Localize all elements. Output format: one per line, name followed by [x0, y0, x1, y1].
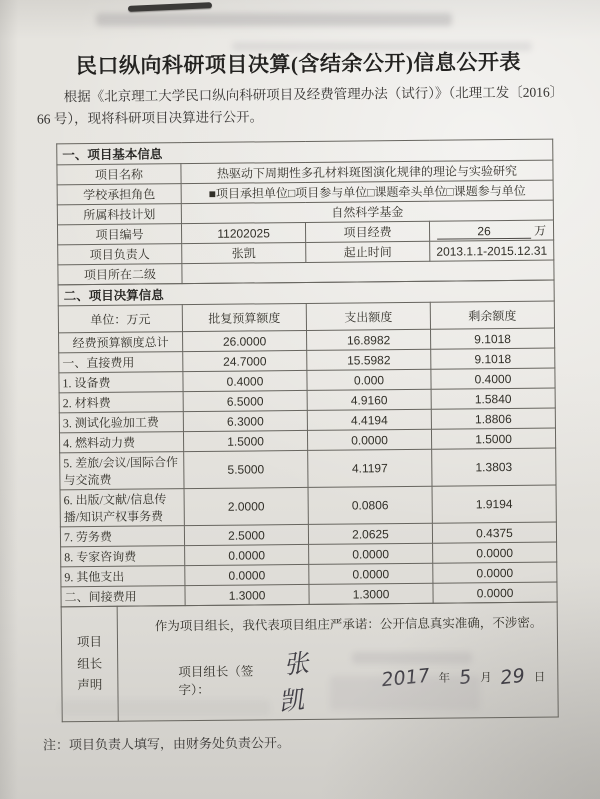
budget-approved-cell: 26.0000	[183, 331, 307, 352]
role-label: 学校承担角色	[57, 184, 181, 205]
date-month-unit: 月	[480, 672, 492, 685]
handwritten-date	[381, 666, 547, 690]
budget-remaining-cell: 9.1018	[431, 348, 555, 369]
date-year: 2017	[380, 664, 431, 692]
budget-row-label: 2. 材料费	[59, 392, 183, 413]
budget-spent-cell: 0.0806	[308, 486, 432, 524]
period-value: 2013.1.1-2015.12.31	[430, 240, 554, 261]
funds-label: 项目经费	[305, 221, 429, 242]
budget-approved-cell: 0.0000	[185, 565, 309, 586]
budget-remaining-cell: 1.5000	[431, 428, 555, 449]
date-year-unit: 年	[438, 672, 451, 685]
handwritten-signature: 张凯	[278, 647, 317, 717]
budget-row-label: 3. 测试化验加工费	[59, 412, 183, 433]
budget-row-label: 7. 劳务费	[60, 526, 184, 547]
budget-row-label: 9. 其他支出	[61, 566, 185, 587]
project-name-value: 热驱动下周期性多孔材料斑图演化规律的理论与实验研究	[181, 160, 553, 184]
budget-remaining-cell: 1.8806	[431, 408, 555, 429]
budget-row-label: 1. 设备费	[59, 372, 183, 393]
basic-info-table	[56, 139, 554, 286]
table-row	[60, 448, 556, 490]
column-header-spent: 支出额度	[306, 302, 430, 330]
budget-spent-cell: 15.5982	[307, 349, 431, 370]
intro-paragraph: 根据《北京理工大学民口纵向科研项目及经费管理办法（试行）》（北理工发〔2016〕66 号），现将科研项目决算进行公开。	[36, 84, 557, 127]
declaration-statement: 作为项目组长，我代表项目组庄严承诺：公开信息真实准确，不涉密。	[154, 615, 543, 634]
date-month: 5	[458, 665, 472, 690]
budget-spent-cell: 0.0000	[307, 429, 431, 450]
budget-row-label: 8. 专家咨询费	[61, 546, 185, 567]
budget-remaining-cell: 0.0000	[433, 562, 557, 583]
budget-row-label: 一、直接费用	[59, 352, 183, 373]
budget-row-label: 二、间接费用	[61, 586, 185, 607]
budget-row-label: 6. 出版/文献/信息传播/知识产权事务费	[60, 489, 184, 527]
budget-spent-cell: 4.1197	[308, 449, 432, 487]
declaration-label-line: 声明	[77, 677, 103, 692]
leader-value: 张凯	[182, 243, 306, 264]
budget-approved-cell: 5.5000	[184, 451, 308, 489]
section2-title: 二、项目决算信息	[58, 280, 554, 306]
budget-remaining-cell: 1.3803	[432, 448, 556, 486]
column-header-unit: 单位：万元	[58, 305, 182, 333]
budget-spent-cell: 4.4194	[307, 409, 431, 430]
budget-row-label: 4. 燃料动力费	[59, 432, 183, 453]
date-day: 29	[499, 664, 526, 690]
declaration-label-line: 组长	[77, 656, 103, 671]
project-number-value: 11202025	[181, 223, 305, 244]
budget-row-label: 经费预算额度总计	[59, 332, 183, 353]
budget-remaining-cell: 9.1018	[431, 328, 555, 349]
date-day-unit: 日	[533, 671, 546, 684]
budget-remaining-cell: 0.0000	[433, 542, 557, 563]
signature-line	[130, 641, 548, 717]
budget-approved-cell: 1.5000	[183, 431, 307, 452]
declaration-label-line: 项目	[76, 635, 103, 650]
budget-remaining-cell: 0.4375	[432, 522, 556, 543]
budget-table	[58, 280, 558, 608]
period-label: 起止时间	[306, 241, 430, 262]
declaration-table	[61, 602, 559, 723]
project-number-label: 项目编号	[57, 224, 181, 245]
role-value: ■项目承担单位□项目参与单位□课题牵头单位□课题参与单位	[181, 180, 553, 204]
budget-spent-cell: 0.0000	[309, 563, 433, 584]
funds-amount: 26	[437, 224, 531, 240]
budget-spent-cell: 4.9160	[307, 389, 431, 410]
budget-table-body	[59, 328, 558, 607]
budget-approved-cell: 2.5000	[184, 525, 308, 546]
program-value: 自然科学基金	[181, 200, 553, 224]
section1-title: 一、项目基本信息	[57, 139, 553, 165]
budget-spent-cell: 0.0000	[309, 543, 433, 564]
leader-label: 项目负责人	[58, 244, 182, 265]
budget-approved-cell: 1.3000	[185, 585, 309, 606]
secondary-unit-label: 项目所在二级	[58, 264, 182, 285]
budget-remaining-cell: 0.4000	[431, 368, 555, 389]
budget-remaining-cell: 0.0000	[433, 582, 557, 603]
sign-label: 项目组长（签字）：	[178, 664, 254, 698]
budget-approved-cell: 0.4000	[183, 371, 307, 392]
project-name-label: 项目名称	[57, 164, 181, 185]
funds-value	[429, 220, 553, 241]
declaration-body	[117, 602, 558, 721]
column-header-approved: 批复预算额度	[182, 304, 306, 332]
budget-approved-cell: 2.0000	[184, 488, 308, 526]
budget-spent-cell: 0.000	[307, 369, 431, 390]
budget-remaining-cell: 1.9194	[432, 485, 556, 523]
budget-spent-cell: 1.3000	[309, 583, 433, 604]
column-header-remaining: 剩余额度	[430, 301, 554, 329]
budget-approved-cell: 6.3000	[183, 411, 307, 432]
funds-unit: 万	[533, 223, 547, 238]
declaration-row-label	[61, 606, 118, 722]
footnote: 注：项目负责人填写，由财务处负责公开。	[42, 735, 291, 753]
program-label: 所属科技计划	[57, 204, 181, 225]
table-row	[61, 602, 558, 722]
table-row	[60, 485, 556, 527]
budget-approved-cell: 24.7000	[183, 351, 307, 372]
budget-spent-cell: 16.8982	[307, 329, 431, 350]
budget-spent-cell: 2.0625	[308, 523, 432, 544]
budget-approved-cell: 0.0000	[185, 545, 309, 566]
budget-row-label: 5. 差旅/会议/国际合作与交流费	[60, 452, 184, 490]
budget-remaining-cell: 1.5840	[431, 388, 555, 409]
page-title: 民口纵向科研项目决算(含结余公开)信息公开表	[75, 49, 522, 79]
budget-approved-cell: 6.5000	[183, 391, 307, 412]
